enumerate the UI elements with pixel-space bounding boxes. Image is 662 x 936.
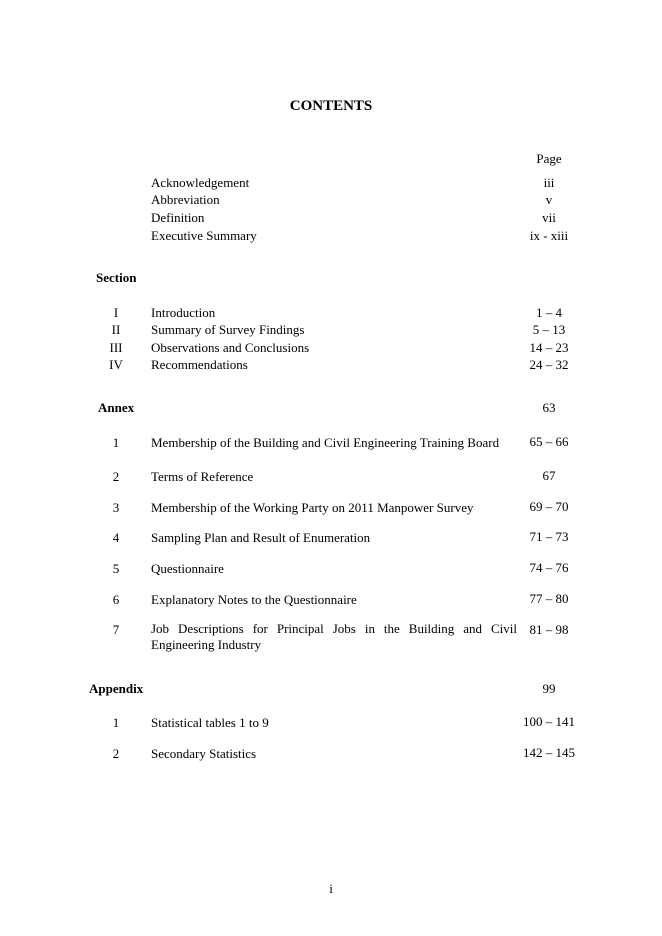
section-heading: Section [96, 270, 137, 285]
section-label: Observations and Conclusions [151, 340, 310, 355]
section-number: II [111, 322, 121, 337]
page-number: i [329, 881, 333, 896]
front-matter-label: Abbreviation [151, 192, 220, 207]
front-matter-label: Acknowledgement [151, 175, 250, 190]
annex-label: Questionnaire [151, 561, 224, 576]
front-matter-page: iii [543, 175, 555, 190]
appendix-heading: Appendix [89, 681, 144, 696]
annex-label: Job Descriptions for Principal Jobs in the Building and Civil Engineering Industry [151, 621, 517, 652]
page-column-label: Page [536, 151, 562, 166]
appendix-page: 142 – 145 [523, 745, 575, 760]
annex-label: Membership of the Building and Civil Engineering Training Board [151, 435, 500, 450]
front-matter-page: vii [542, 210, 556, 225]
appendix-page: 99 [542, 681, 556, 696]
annex-page: 63 [542, 400, 556, 415]
page-title: CONTENTS [289, 98, 373, 114]
appendix-label: Secondary Statistics [151, 746, 257, 761]
annex-number: 4 [112, 530, 120, 545]
annex-page: 81 – 98 [529, 622, 569, 637]
front-matter-page: ix - xiii [529, 228, 569, 243]
front-matter-label: Executive Summary [151, 228, 257, 243]
annex-page: 67 [542, 468, 556, 483]
section-page: 5 – 13 [532, 322, 566, 337]
section-label: Introduction [151, 305, 216, 320]
section-page: 24 – 32 [529, 357, 569, 372]
section-number: I [113, 305, 119, 320]
annex-number: 2 [112, 469, 120, 484]
appendix-number: 2 [112, 746, 120, 761]
appendix-number: 1 [112, 715, 120, 730]
annex-page: 65 – 66 [529, 434, 569, 449]
annex-page: 74 – 76 [529, 560, 569, 575]
section-label: Summary of Survey Findings [151, 322, 305, 337]
section-number: IV [109, 357, 123, 372]
section-label: Recommendations [151, 357, 248, 372]
appendix-label: Statistical tables 1 to 9 [151, 715, 269, 730]
annex-number: 7 [112, 622, 120, 637]
front-matter-label: Definition [151, 210, 205, 225]
section-page: 14 – 23 [529, 340, 569, 355]
annex-label: Membership of the Working Party on 2011 Manpower Survey [151, 500, 474, 515]
annex-label: Explanatory Notes to the Questionnaire [151, 592, 357, 607]
annex-label: Terms of Reference [151, 469, 254, 484]
appendix-page: 100 – 141 [523, 714, 575, 729]
annex-label: Sampling Plan and Result of Enumeration [151, 530, 371, 545]
annex-page: 69 – 70 [529, 499, 569, 514]
section-page: 1 – 4 [536, 305, 562, 320]
annex-number: 5 [112, 561, 120, 576]
annex-page: 77 – 80 [529, 591, 569, 606]
section-number: III [109, 340, 123, 355]
annex-number: 1 [112, 435, 120, 450]
annex-number: 6 [112, 592, 120, 607]
front-matter-page: v [545, 192, 553, 207]
annex-heading: Annex [98, 400, 135, 415]
annex-page: 71 – 73 [529, 529, 569, 544]
annex-number: 3 [112, 500, 120, 515]
